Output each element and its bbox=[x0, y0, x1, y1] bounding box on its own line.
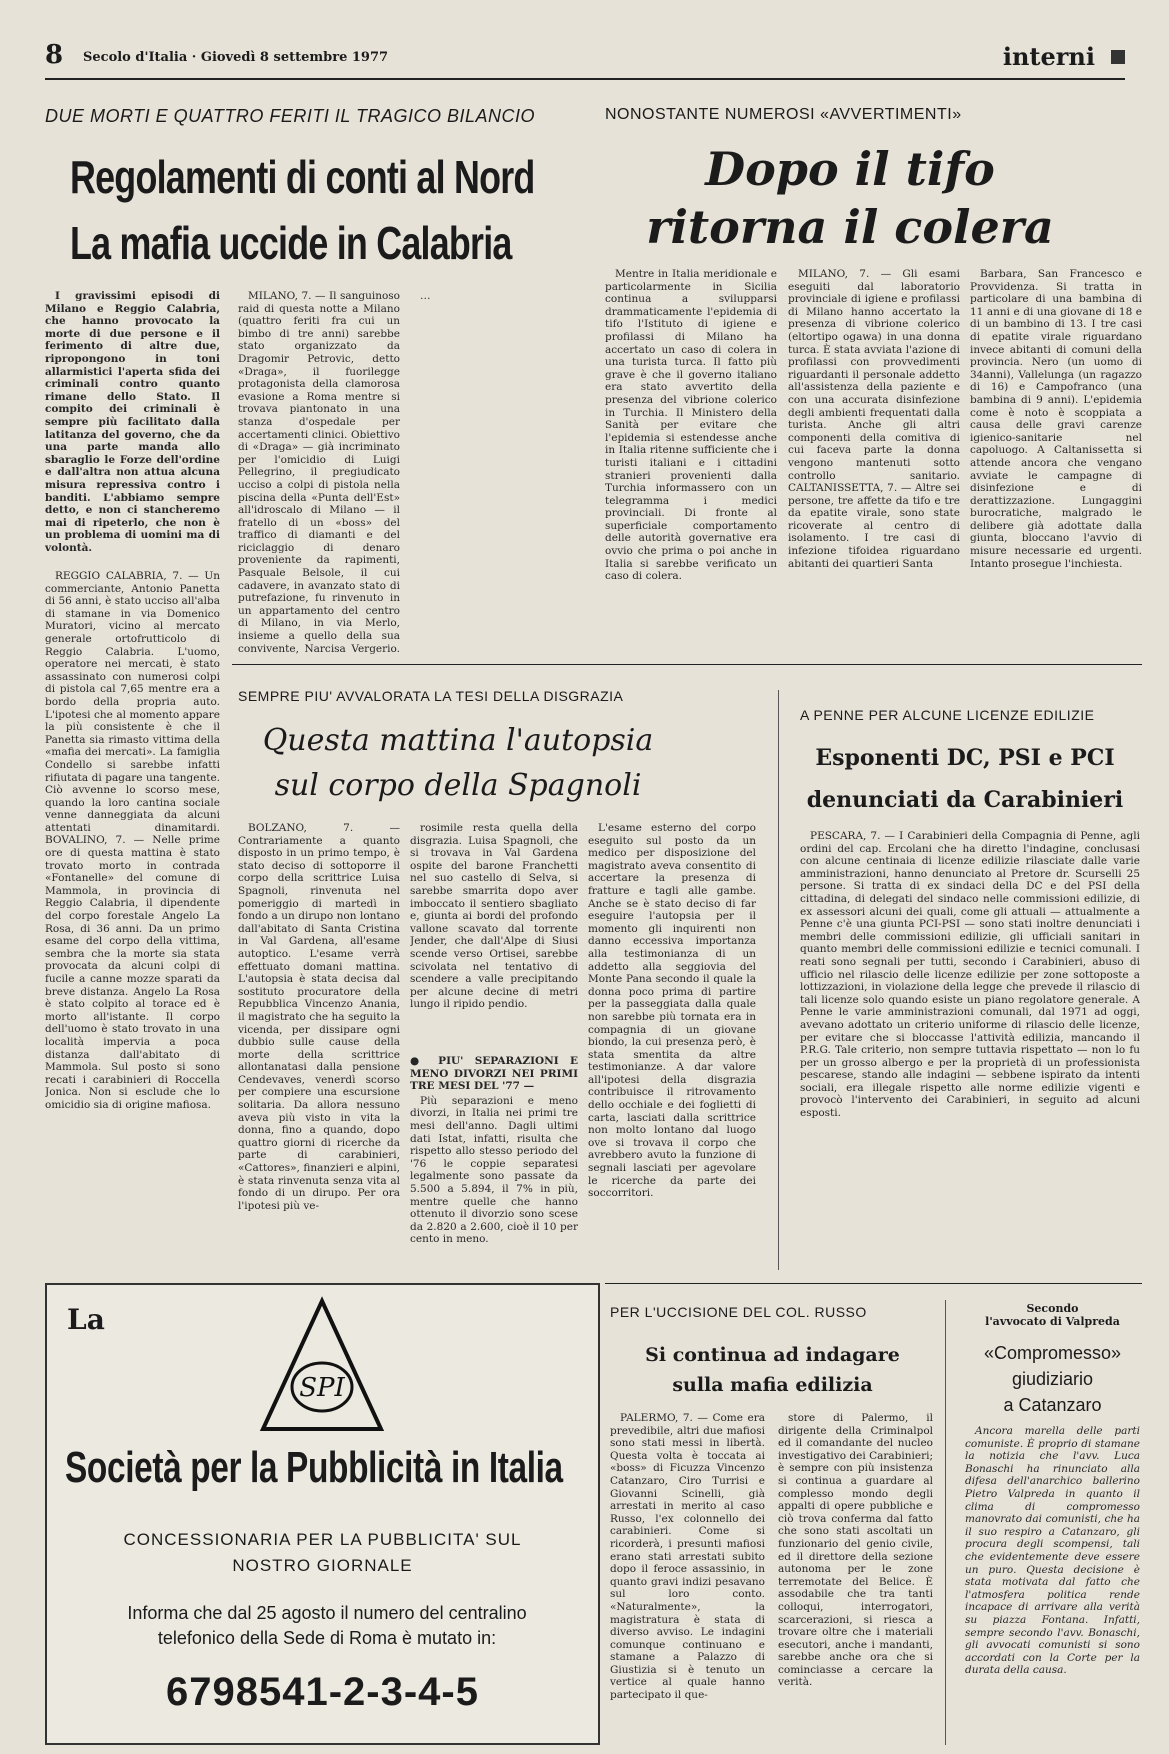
divider bbox=[605, 1283, 1142, 1284]
story3-column-a bbox=[238, 822, 400, 1270]
story2-column-c-text: Barbara, San Francesco e Provvidenza. Si tratta in particolare di una bambina di 11 anni e di una giovane di 18 e di un bambino di 13. I tre casi di epatite virale riguardano invece abitanti di comuni della provincia. Nero (un uomo di 34anni), Vallelunga (un ragazzo di 16) e Campofranco (una bambina di 9 anni). L'epidemia come è noto è scoppiata a causa delle gravi carenze igienico-sanitarie nel capoluogo. A Caltanissetta si attende ancora che vengano avviate le campagne di disinfezione e di derattizzazione. Lungaggini burocratiche, malgrado le delibere già adottate dalla giunta, bloccano l'avvio di misure necessarie ed urgenti. Intanto prosegue l'inchiesta. bbox=[970, 268, 1142, 570]
brief-text: Più separazioni e meno divorzi, in Italia nei primi tre mesi dell'anno. Dagli ultimi dati Istat, infatti, risulta che rispetto allo stesso periodo del '76 le coppie separatesi legalmente sono passate da 5.500 a 5.894, il 7% in più, mentre quelle che hanno ottenuto il divorzio sono scese da 2.820 a 2.600, cioè il 10 per cento in meno. bbox=[410, 1094, 578, 1246]
story1-column-b bbox=[238, 290, 400, 655]
story5-column-a bbox=[610, 1412, 765, 1747]
story1-column-b-text: MILANO, 7. — Il sanguinoso raid di questa notte a Milano (quattro feriti fra cui un bimbo di tre anni) sarebbe stato organizzato da Dragomir Petrovic, detto «Draga», il fuorilegge protagonista della clamorosa evasione a Roma mentre si trovava piantonato in una stanza d'ospedale per accertamenti clinici. Obiettivo di «Draga» — già incriminato per l'omicidio di Luigi Pellegrino, il pregiudicato ucciso a colpi di pistola nella piscina della «Punta dell'Est» all'idroscalo di Milano — il fratello di un «boss» del traffico di diamanti e del riciclaggio di denaro proveniente da rapimenti, Pasquale Belsole, il cui cadavere, in avanzato stato di putrefazione, fu rinvenuto in un appartamento del centro di Milano, in via Merlo, insieme a quello della sua convivente, Narcisa Vergerio. bbox=[238, 290, 400, 655]
story6-body-text: Ancora marella delle parti comuniste. È proprio di stamane la notizia che l'avv. Luca Bonaschi ha rinunciato alla difesa dell'anarchico ballerino Pietro Valpreda in quanto il clima di compromesso manovrato dai comunisti, che ha il suo respiro a Catanzaro, gli procura degli scompensi, tali che evidentemente deve essere un puro. Questa decisione è stata motivata dal fatto che l'atmosfera politica rende incapace di arrivare alla verità su piazza Fontana. Infatti, sempre secondo l'avv. Bonaschi, gli avvocati comunisti si sono accordati con la Corte per la durata della causa. bbox=[965, 1425, 1140, 1677]
story1-headline-1: Regolamenti di conti al Nord bbox=[70, 151, 535, 203]
ad-company: Società per la Pubblicità in Italia bbox=[65, 1443, 563, 1492]
publication-line: Secolo d'Italia · Giovedì 8 settembre 1977 bbox=[83, 50, 389, 65]
story1-column-c bbox=[410, 290, 590, 655]
spi-logo-icon bbox=[257, 1295, 387, 1435]
story4-kicker: A PENNE PER ALCUNE LICENZE EDILIZIE bbox=[800, 707, 1095, 723]
story5-headline-1: Si continua ad indagare bbox=[645, 1344, 900, 1366]
story5-column-a-text: PALERMO, 7. — Come era prevedibile, altri due mafiosi sono stati messi in libertà. Questa volta è toccata ai «boss» di Ficuzza Vincenzo Catanzaro, Ciro Turrisi e Giovanni Scinelli, già arrestati in merito al caso Russo, l'ex colonnello dei carabinieri. Come si ricorderà, i presunti mafiosi erano stati arrestati subito dopo il feroce assassinio, in quanto gravi indizi pesavano sul loro conto. «Naturalmente», la magistratura è stata di diverso avviso. Le indagini comunque continuano e stamane a Palazzo di Giustizia si è tenuto un vertice al quale hanno partecipato il que- bbox=[610, 1412, 765, 1702]
story2-headline-2: ritorna il colera bbox=[646, 200, 1054, 254]
story4-headline-1: Esponenti DC, PSI e PCI bbox=[815, 745, 1115, 771]
ad-subtitle bbox=[47, 1527, 598, 1579]
story1-column-c-text: … bbox=[420, 290, 431, 302]
story1-lead-text: I gravissimi episodi di Milano e Reggio Calabria, che hanno provocato la morte di due persone e il ferimento di altre due, ripropongono in toni allarmistici l'aperta sfida dei criminali contro quanto rimane dello Stato. Il compito dei criminali è sempre più facilitato dalla latitanza del governo, che da una parte manda allo sbaraglio le Forze dell'ordine e dall'altra non attua alcuna misura repressiva contro i banditi. L'abbiamo sempre detto, e non ci stancheremo mai di ripeterlo, che non è un problema di uomini ma di volontà. bbox=[45, 290, 220, 554]
story2-headline-1: Dopo il tifo bbox=[705, 142, 995, 196]
story3-column-c bbox=[588, 822, 756, 1270]
ad-la: La bbox=[67, 1303, 105, 1336]
column-rule bbox=[945, 1300, 946, 1745]
story5-column-b-text: store di Palermo, il dirigente della Criminalpol ed il comandante del nucleo investigativo dei Carabinieri; è sempre con più insistenza si continua a guardare al complesso mondo degli appalti di opere pubbliche e ciò trova conferma dal fatto che sono stati ascoltati un funzionario del genio civile, ed il direttore della sezione autonoma per le zone terremotate del Belice. È assodabile che tra tanti colloqui, interrogatori, scarcerazioni, si riesca a trovare oltre che i materiali esecutori, anche i mandanti, sarebbe anche ora che si cominciasse a cercare la verità. bbox=[778, 1412, 933, 1689]
story1-headline-2: La mafia uccide in Calabria bbox=[70, 217, 512, 269]
story6-headline-1: «Compromesso» bbox=[983, 1343, 1122, 1363]
story6-kicker-1: Secondo bbox=[1026, 1302, 1079, 1315]
page-number: 8 bbox=[45, 40, 64, 70]
story2-column-c bbox=[970, 268, 1142, 653]
story2-column-a-text: Mentre in Italia meridionale e particolarmente in Sicilia continua a svilupparsi drammaticamente l'epidemia di tifo l'Istituto di igiene e profilassi di Milano ha accertato un caso di colera in una turista turca. Il fatto più grave è che il governo italiano era stato avvertito della presenza del vibrione colerico in Turchia. Il Ministero della Sanità per evitare che l'epidemia si estendesse anche in Italia ritenne sufficiente che i turisti italiani e i cittadini stranieri provenienti dalla Turchia informassero con un telegramma i medici provinciali. Di fronte al superficiale comportamento delle autorità governative era ovvio che prima o poi anche in Italia si sarebbe verificato un caso di colera. bbox=[605, 268, 777, 583]
story1-column-a-text: REGGIO CALABRIA, 7. — Un commerciante, Antonio Panetta di 56 anni, è stato ucciso all'alba di stamane in via Domenico Muratori, vicino al mercato generale ortofrutticolo di Reggio Calabria. L'uomo, operatore nei mercati, è stato assassinato con numerosi colpi di pistola cal 7,65 mentre era a bordo della propria auto. L'ipotesi che al momento appare la più consistente è che il Panetta sia rimasto vittima della «mafia dei mercati». La famiglia Condello si sarebbe infatti rifiutata di pagare una tangente. Ciò avvenne lo scorso mese, quando la loro cantina sociale venne danneggiata da alcuni attentati dinamitardi. BOVALINO, 7. — Nelle prime ore di questa mattina è stato trovato morto in contrada «Fontanelle» del comune di Mammola, in provincia di Reggio Calabria, il dipendente del corpo forestale Angelo La Rosa, di 36 anni. Da un primo esame del corpo della vittima, sembra che la morte sia stata provocata da alcuni colpi di fucile a canne mozze sparati da breve distanza. Angelo La Rosa è stato colpito al torace ed è morto all'istante. Il corpo dell'uomo è stato trovato in una località impervia a poca distanza dall'abitato di Mammola. Sul posto si sono recati i carabinieri di Roccella Jonica. Non si esclude che lo omicidio sia di origine mafiosa. bbox=[45, 570, 220, 1111]
story1-lead bbox=[45, 290, 220, 568]
story2-kicker: NONOSTANTE NUMEROSI «AVVERTIMENTI» bbox=[605, 106, 962, 123]
masthead bbox=[45, 38, 1125, 80]
section-label: interni bbox=[1002, 42, 1095, 71]
story4-headline-2: denunciati da Carabinieri bbox=[806, 787, 1124, 813]
story2-column-b bbox=[788, 268, 960, 653]
story6-body bbox=[965, 1425, 1140, 1747]
story3-kicker: SEMPRE PIU' AVVALORATA LA TESI DELLA DISGRAZIA bbox=[238, 688, 624, 704]
ad-subtitle-line-2: NOSTRO GIORNALE bbox=[232, 1556, 413, 1575]
story4-body-text: PESCARA, 7. — I Carabinieri della Compagnia di Penne, agli ordini del cap. Ercolani che ha diretto l'indagine, conclusasi con alcune centinaia di licenze edilizie rilasciate dalle varie amministrazioni, hanno denunciato al Pretore dr. Scurselli 25 persone. Si tratta di ex sindaci della DC e del PSI della cittadina, di delegati del sindaco nelle commissioni edilizie, di ex assessori alcuni dei quali, come gli attuali — attualmente a Penne c'è una giunta PCI-PSI — sono stati inoltre denunciati i membri delle commissioni edilizie, gli ufficiali sanitari in quanto membri delle commissioni edilizie e tecnici comunali. I reati sono segnali per tutti, secondo i Carabinieri, abuso di ufficio nel rilascio delle licenze edilizie per zone sottoposte a lottizzazioni, in violazione della legge che prevede il rilascio di tali licenze solo quando esiste un piano regolatore generale. A Penne le varie amministrazioni comunali, dal 1971 ad oggi, avevano adottato un criterio uniforme di rilascio delle licenze, per evitare che si bloccasse l'attività edilizia, mancando il P.R.G. Tale criterio, non sempre tuttavia rispettato — non lo fu per un grosso albergo e per la proprietà di un professionista pescarese, stando alle indagini — sebbene ispirato da intenti sociali, era illegale rispetto alle norme edilizie vigenti e provocò l'intervento dei Carabinieri, in seguito ad alcuni esposti. bbox=[800, 830, 1140, 1120]
story4-body bbox=[800, 830, 1140, 1270]
story3-column-a-text: BOLZANO, 7. — Contrariamente a quanto disposto in un primo tempo, è stato deciso di sottoporre il corpo della scrittrice Luisa Spagnoli, rinvenuta nel pomeriggio di martedì in fondo a un dirupo non lontano dall'abitato di Santa Cristina in Val Gardena, all'esame autoptico. L'esame verrà effettuato domani mattina. L'autopsia è stata decisa dal sostituto procuratore della Repubblica Vincenzo Anania, il magistrato che ha seguito la vicenda, per dissipare ogni dubbio sulle cause della morte della scrittrice allontanatasi dalla pensione Cendevaves, venerdì scorso per compiere una escursione solitaria. Da allora nessuno aveva più visto in vita la donna, fino a quando, dopo quattro giorni di ricerche da parte di carabinieri, «Cattores», finanzieri e alpini, è stata rinvenuta senza vita al fondo di un dirupo. Per ora l'ipotesi più ve- bbox=[238, 822, 400, 1212]
story6-headline bbox=[965, 1340, 1140, 1418]
story6-kicker-2: l'avvocato di Valpreda bbox=[985, 1315, 1120, 1328]
advertisement bbox=[45, 1283, 600, 1745]
story5-column-b bbox=[778, 1412, 933, 1747]
story6-headline-2: giudiziario bbox=[1011, 1369, 1094, 1389]
story6-kicker bbox=[965, 1302, 1140, 1328]
story5-kicker: PER L'UCCISIONE DEL COL. RUSSO bbox=[610, 1304, 867, 1320]
story3-headline-1: Questa mattina l'autopsia bbox=[262, 723, 654, 758]
spi-logo-text: SPI bbox=[299, 1373, 345, 1403]
story3-column-c-text: L'esame esterno del corpo eseguito sul posto da un medico per disposizione del magistrato aveva consentito di accertare la presenza di fratture e tagli alle gambe. Anche se è stato deciso di far eseguire l'autopsia per il momento gli inquirenti non danno eccessiva importanza alla testimonianza di un addetto alla seggiovia del Monte Pana secondo il quale la donna poco prima di partire per la passeggiata dalla quale non sarebbe più tornata era in compagnia di un giovane biondo, la cui presenza però, è stata smentita da altre testimonianze. A dar valore all'ipotesi della disgrazia contribuisce il ritrovamento dello occhiale e dei foglietti di carta, lasciati dalla scrittrice non molto lontano dal luogo ove si trovava il corpo che avrebbero avuto la funzione di segnali lasciati per agevolare le ricerche da parte dei soccorritori. bbox=[588, 822, 756, 1200]
brief-headline: ● PIU' SEPARAZIONI E MENO DIVORZI NEI PRIMI TRE MESI DEL '77 — bbox=[410, 1055, 578, 1093]
section-marker-icon bbox=[1111, 50, 1125, 64]
ad-phone: 6798541-2-3-4-5 bbox=[166, 1670, 479, 1714]
column-rule bbox=[778, 690, 779, 1270]
story6-headline-3: a Catanzaro bbox=[1003, 1395, 1102, 1415]
story2-column-b-text: MILANO, 7. — Gli esami eseguiti dal laboratorio provinciale di igiene e profilassi di Milano hanno accertato la presenza di vibrione colerico (eltortipo ogawa) in una donna turca. È stata avviata l'azione di profilassi con provvedimenti riguardanti il personale addetto all'assistenza della paziente e con una accurata disinfezione degli ambienti frequentati dalla turista. Anche gli altri componenti della comitiva di cui faceva parte la donna vengono mantenuti sotto controllo sanitario. CALTANISSETTA, 7. — Altre sei persone, tre affette da tifo e tre da epatite virale, sono state ricoverate al centro di isolamento. I tre casi di infezione tifoidea riguardano abitanti dei quartieri Santa bbox=[788, 268, 960, 570]
story5-headline-2: sulla mafia edilizia bbox=[672, 1374, 873, 1396]
story1-column-a bbox=[45, 570, 220, 1265]
brief-box bbox=[410, 1055, 578, 1270]
story1-kicker: DUE MORTI E QUATTRO FERITI IL TRAGICO BILANCIO bbox=[45, 106, 536, 126]
story3-column-b bbox=[410, 822, 578, 1040]
story3-headline-2: sul corpo della Spagnoli bbox=[274, 768, 642, 803]
ad-notice: Informa che dal 25 agosto il numero del centralino telefonico della Sede di Roma è mutato in: bbox=[127, 1603, 527, 1648]
ad-subtitle-line-1: CONCESSIONARIA PER LA PUBBLICITA' SUL bbox=[123, 1530, 522, 1549]
story3-column-b-text: rosimile resta quella della disgrazia. Luisa Spagnoli, che si trovava in Val Gardena ospite del barone Franchetti nel suo castello di Selva, si sarebbe smarrita dopo aver imboccato il sentiero sbagliato e, giunta ai bordi del profondo vallone scavato dal torrente Jender, che dall'Alpe di Siusi scende verso Ortisei, sarebbe scivolata nel tentativo di scendere a valle precipitando per alcune decine di metri lungo il ripido pendio. bbox=[410, 822, 578, 1011]
story2-column-a bbox=[605, 268, 777, 653]
divider bbox=[232, 664, 1142, 665]
